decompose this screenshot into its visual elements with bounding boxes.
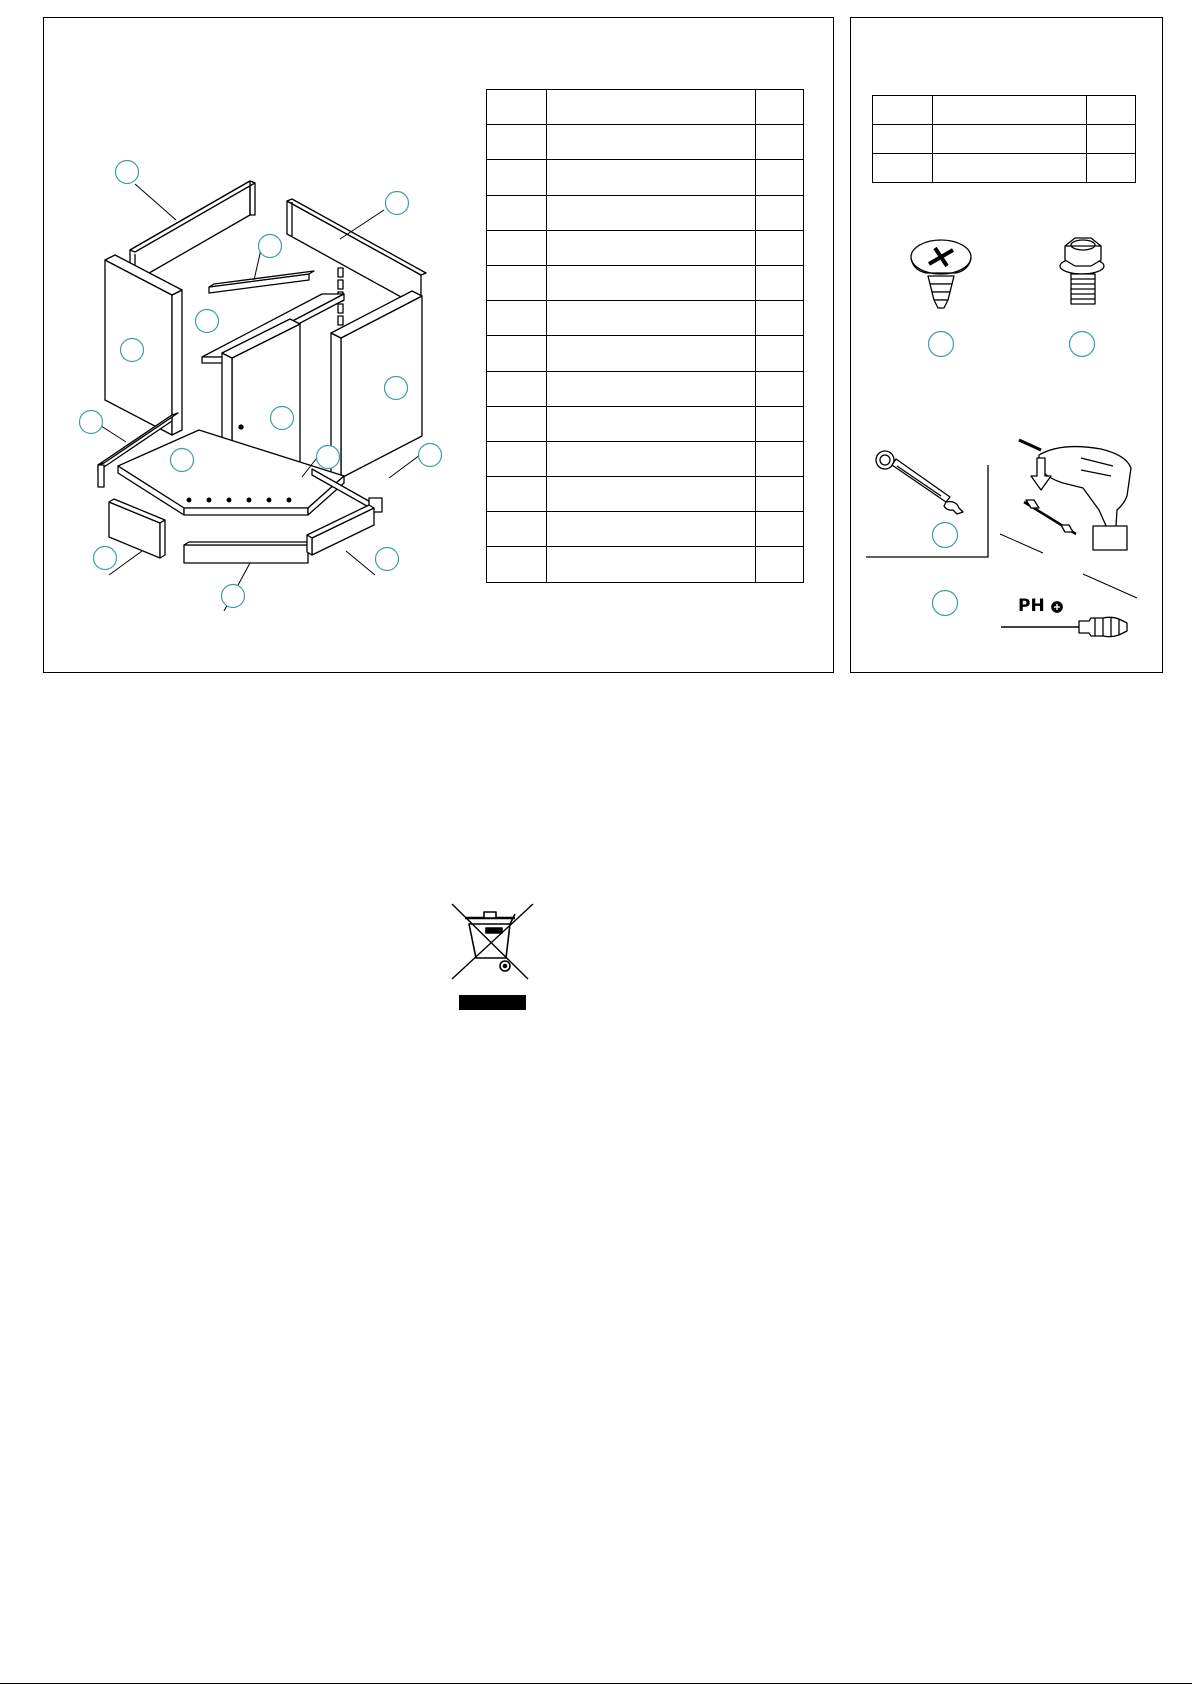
weee-bar bbox=[459, 995, 526, 1010]
crossed-out-wheelie-bin-icon bbox=[452, 904, 533, 979]
screwdriver-tip-label: PH bbox=[1018, 596, 1045, 616]
page-bottom-rule bbox=[0, 1683, 1192, 1684]
